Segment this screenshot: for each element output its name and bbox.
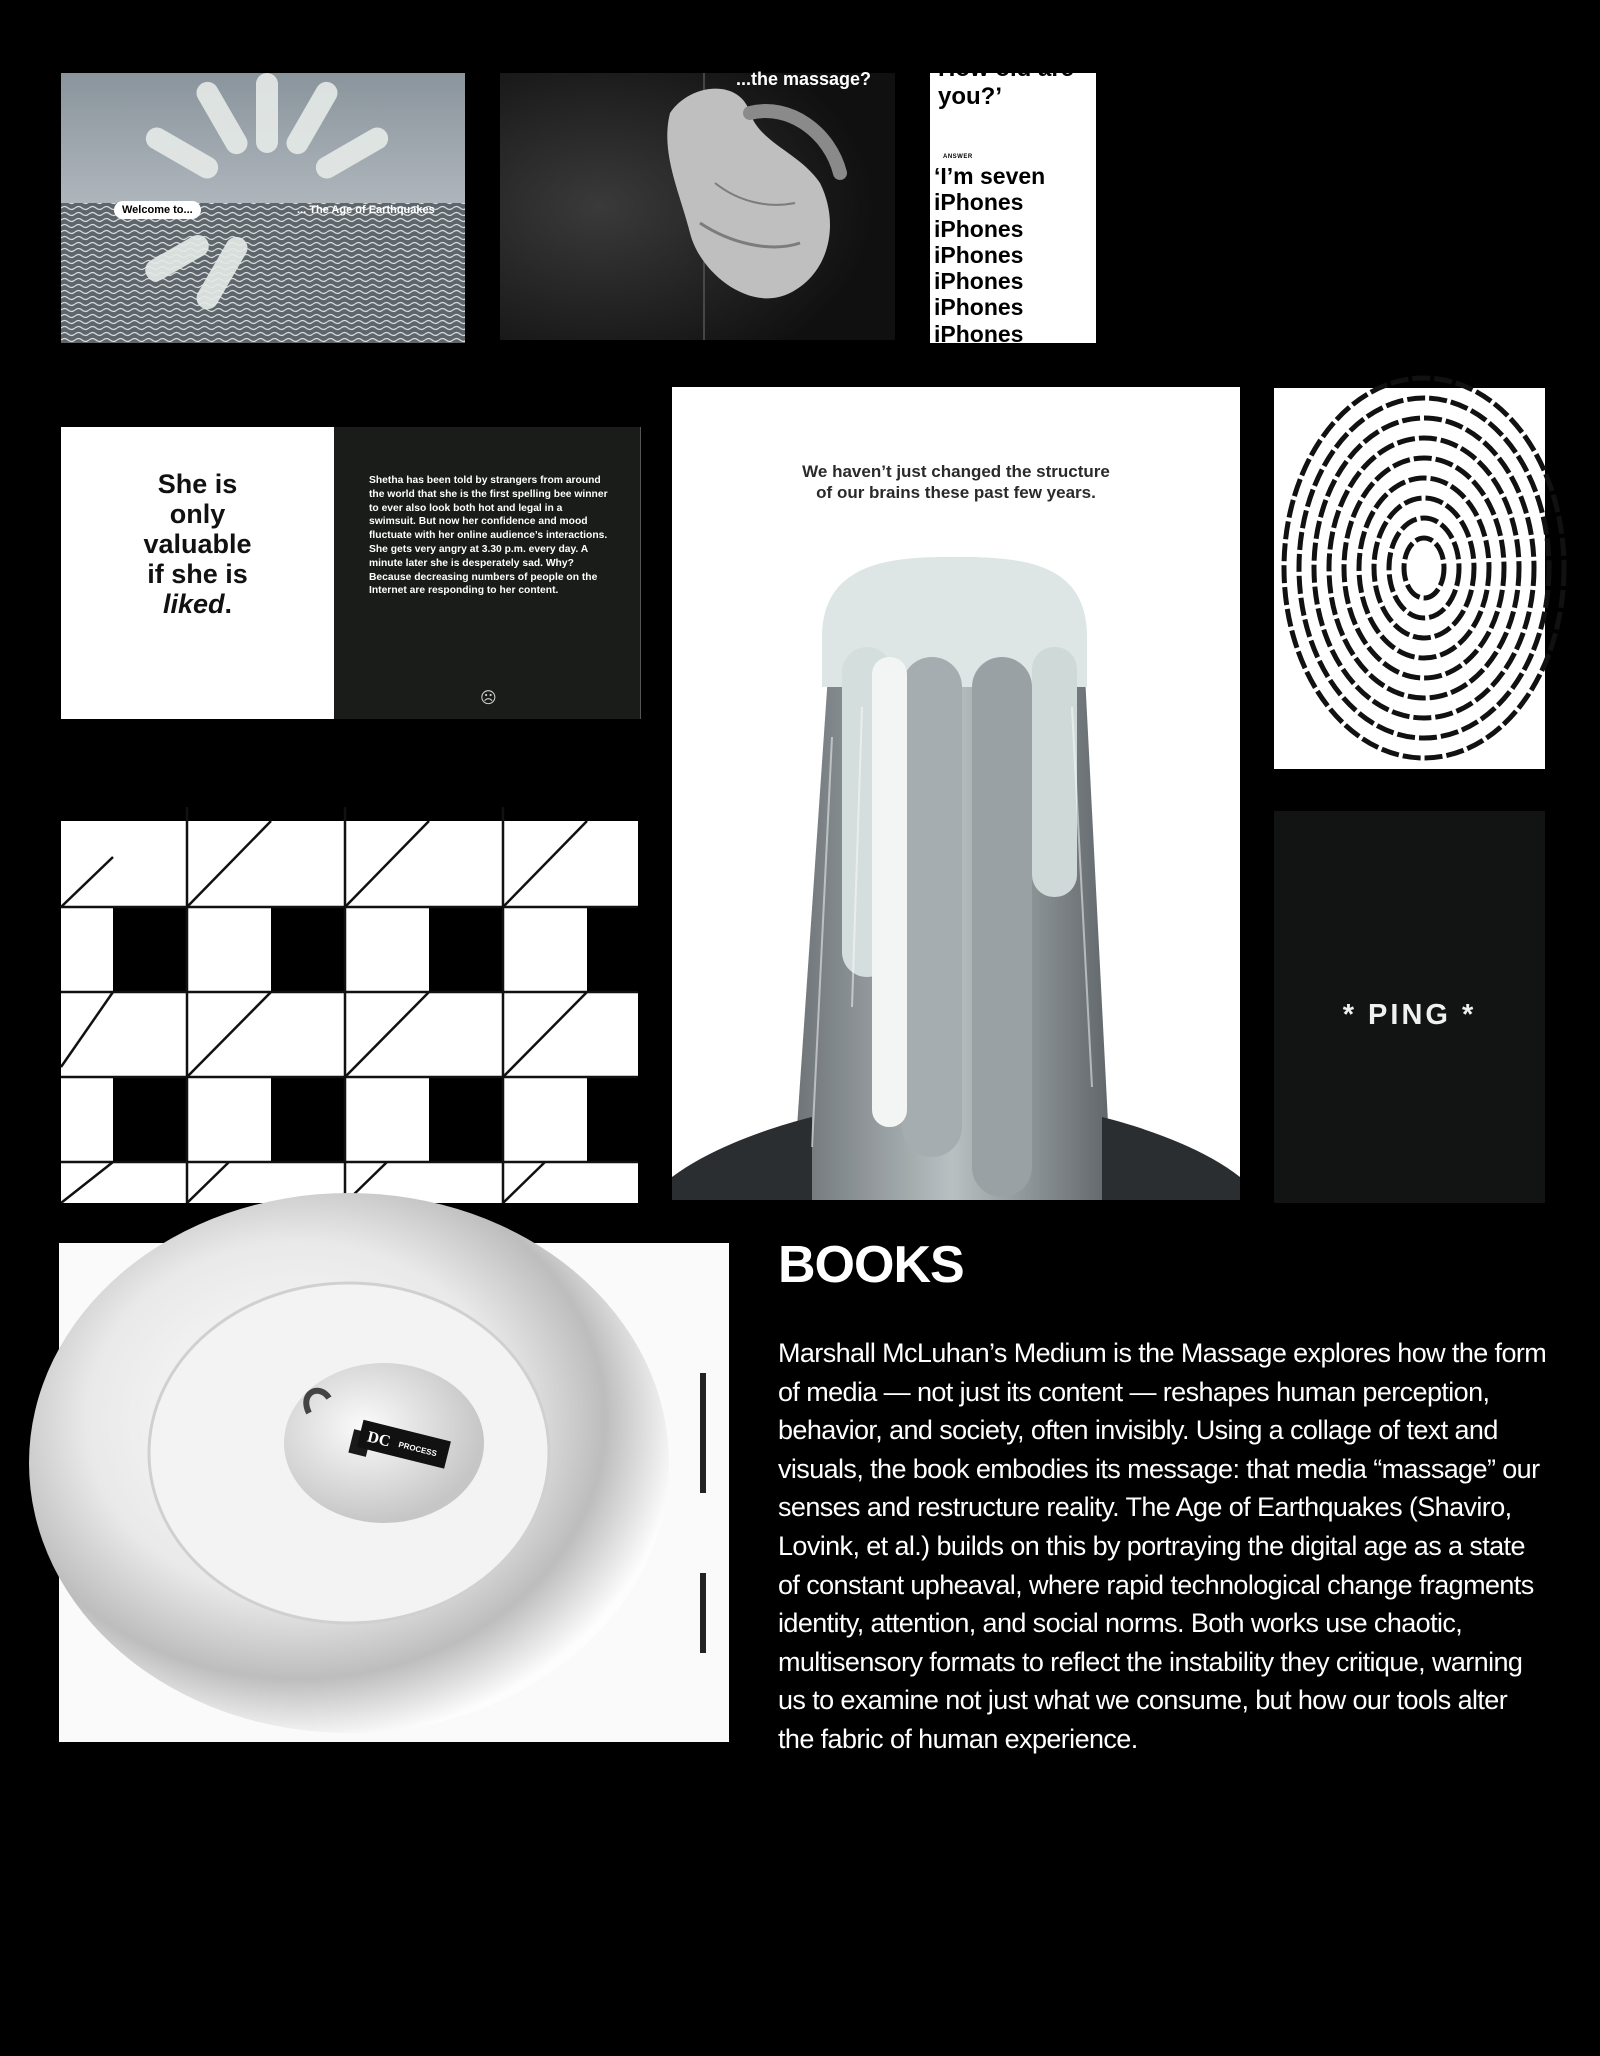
answer-line: iPhones: [934, 215, 1024, 242]
ping-text: * PING *: [1342, 999, 1477, 1031]
dish-icon: [59, 1243, 729, 1742]
answer-lines: [934, 163, 1045, 347]
answer-line: iPhones: [934, 294, 1024, 321]
headline-line: She is: [157, 469, 238, 499]
face-caption-line: of our brains these past few years.: [816, 483, 1096, 502]
age-question: How old are you?’: [938, 55, 1075, 110]
answer-line: iPhones: [934, 320, 1024, 347]
sad-face-icon: ☹: [480, 690, 497, 707]
headline-line: valuable: [143, 529, 252, 559]
shetha-story: Shetha has been told by strangers from around the world that she is the first spelling bee winner to ever also look both hot and legal in a swimsuit. But now her confidence and mood fluctuate with her online audience’s interactions. She gets very angry at 3.30 p.m. every day. A minute later she is desperately sad. Why? Because decreasing numbers of people on the Internet are responding to her content.: [369, 475, 608, 597]
answer-line: iPhones: [934, 241, 1024, 268]
headline-line: if she is: [147, 559, 248, 589]
iphones-page: [930, 55, 1096, 347]
dish-label-process: PROCESS: [397, 1440, 438, 1459]
cube-pattern-icon: [61, 807, 638, 1203]
earthquakes-caption-left: Welcome to...: [114, 201, 201, 219]
earthquakes-spread-image: [61, 73, 465, 343]
fingerprint-image: [1274, 388, 1545, 769]
liked-headline: [61, 469, 334, 619]
headline-period: .: [224, 589, 233, 619]
melting-face-icon: [672, 387, 1240, 1200]
melting-face-poster: [672, 387, 1240, 1200]
headline-line: only: [169, 499, 226, 529]
face-caption: [672, 461, 1240, 503]
cube-pattern-image: [61, 807, 638, 1203]
hand-icon: [500, 73, 895, 340]
answer-line: iPhones: [934, 268, 1024, 295]
liked-word: liked: [162, 589, 225, 619]
ping-panel: [1274, 811, 1545, 1203]
liked-spread: [61, 427, 641, 719]
books-heading: BOOKS: [778, 1236, 964, 1294]
fingerprint-icon: [1274, 388, 1545, 769]
headline-line-emphasis: [61, 589, 334, 619]
dish-label-dc: DC: [365, 1428, 393, 1451]
liked-left-page: [61, 427, 334, 719]
liked-right-page: [334, 427, 641, 719]
answer-line: iPhones: [934, 189, 1024, 216]
hand-caption: ...the massage?: [736, 69, 872, 89]
dish-image: [59, 1243, 729, 1742]
earthquakes-caption-right: ... The Age of Earthquakes: [297, 204, 435, 216]
answer-label: ANSWER: [943, 154, 973, 160]
hand-spread-image: [500, 69, 895, 340]
answer-line: ‘I’m seven: [934, 163, 1046, 189]
books-description: Marshall McLuhan’s Medium is the Massage explores how the form of media — not just its content — reshapes human perception, behavior, and society, often invisibly. Using a collage of text and visuals, the book embodies its message: that media “massage” our senses and restructure reality. The Age of Earthquakes (Shaviro, Lovink, et al.) builds on this by portraying the digital age as a state of constant upheaval, where rapid technological change fragments identity, attention, and social norms. Both works use chaotic, multisensory formats to reflect the instability they critique, warning us to examine not just what we consume, but how our tools alter the fabric of human experience.: [778, 1338, 1547, 1754]
face-caption-line: We haven’t just changed the structure: [802, 462, 1110, 481]
